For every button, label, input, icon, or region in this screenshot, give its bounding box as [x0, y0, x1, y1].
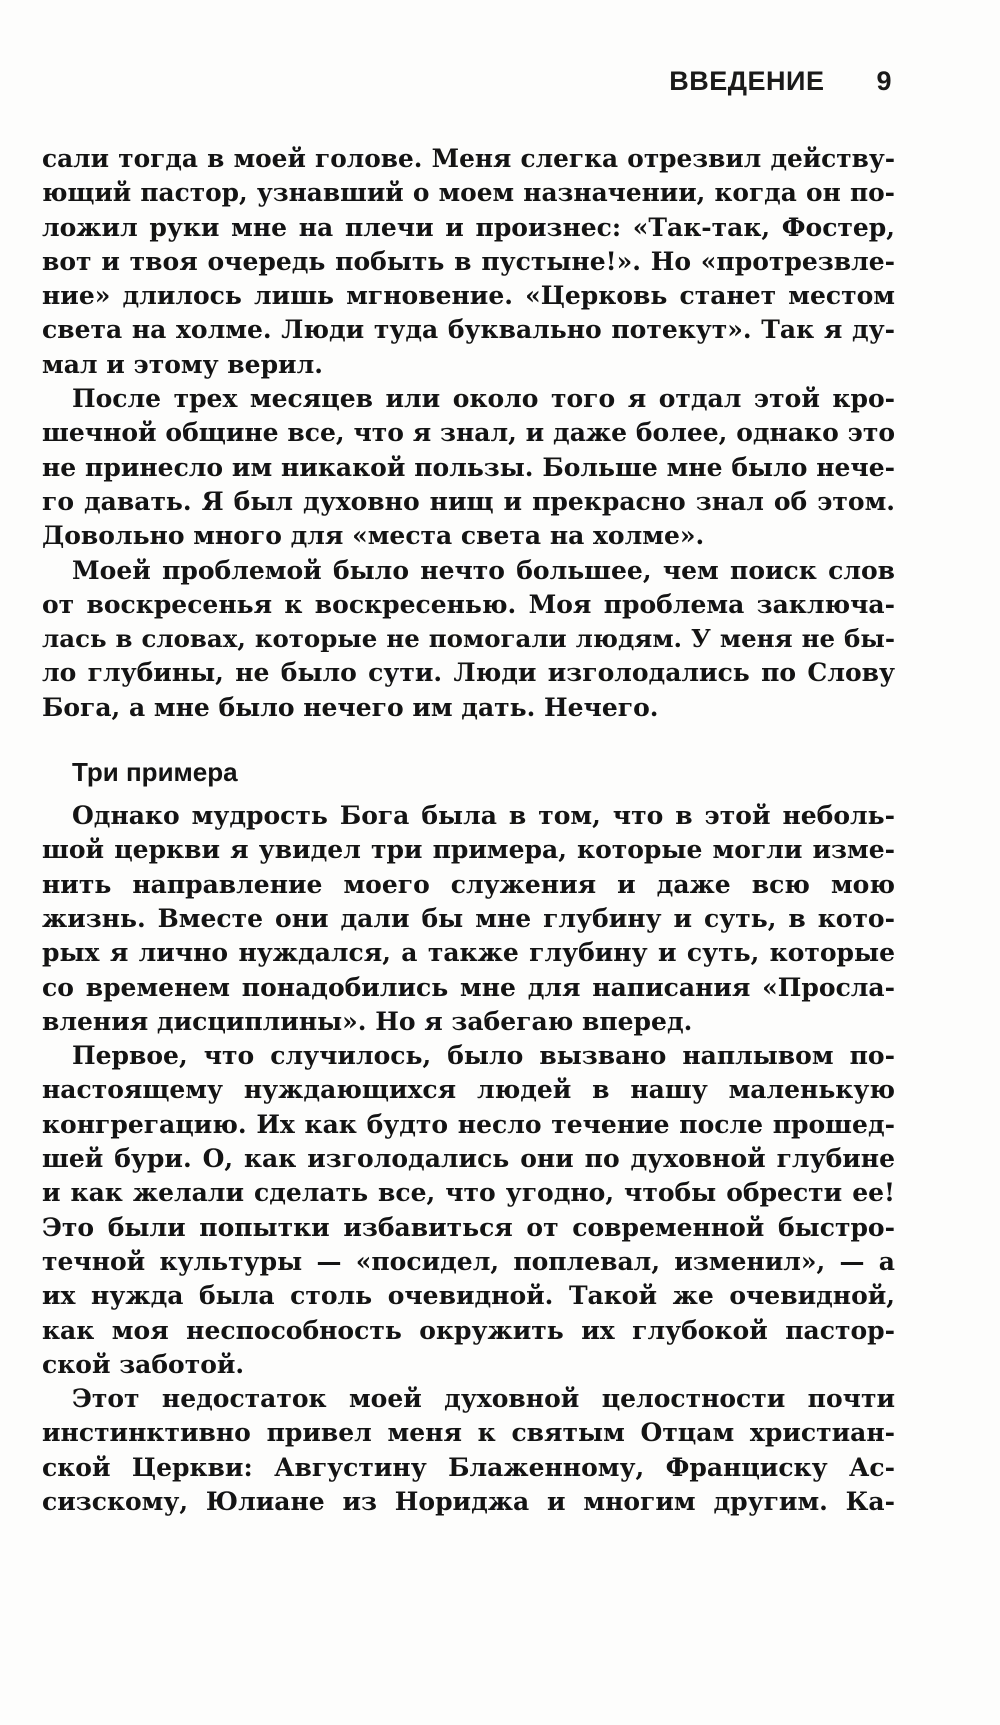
text-line: вот и твоя очередь побыть в пустыне!». Но «протрезвле-	[42, 246, 895, 276]
running-header	[669, 66, 892, 97]
text-line: света на холме. Люди туда буквально потекут». Так я ду-	[42, 315, 895, 345]
text-line: Бога, а мне было нечего им дать. Нечего.	[42, 692, 659, 722]
paragraph-4	[42, 799, 895, 1039]
text-line: лась в словах, которые не помогали людям. У меня не бы-	[42, 624, 895, 654]
text-line: конгрегацию. Их как будто несло течение после прошед-	[42, 1109, 895, 1139]
text-line: шечной общине все, что я знал, и даже более, однако это	[42, 418, 895, 448]
text-line: нить направление моего служения и даже всю мою	[42, 869, 895, 899]
paragraph-3	[42, 554, 895, 725]
paragraph-6	[42, 1382, 895, 1519]
body-text	[42, 142, 895, 1519]
text-line: ской заботой.	[42, 1349, 245, 1379]
section-spacer	[42, 725, 895, 755]
text-line: Это были попытки избавиться от современной быстро-	[42, 1212, 895, 1242]
text-line: их нужда была столь очевидной. Такой же очевидной,	[42, 1281, 895, 1311]
text-line: настоящему нуждающихся людей в нашу маленькую	[42, 1075, 895, 1105]
text-line: от воскресенья к воскресенью. Моя проблема заключа-	[42, 589, 895, 619]
text-line: вления дисциплины». Но я забегаю вперед.	[42, 1006, 693, 1036]
text-line: сали тогда в моей голове. Меня слегка отрезвил действу-	[42, 144, 895, 173]
paragraph-2	[42, 382, 895, 553]
text-line: инстинктивно привел меня к святым Отцам христиан-	[42, 1418, 895, 1448]
text-line: Первое, что случилось, было вызвано наплывом по-	[72, 1041, 895, 1071]
text-line: и как желали сделать все, что угодно, чтобы обрести ее!	[42, 1178, 895, 1208]
paragraph-5	[42, 1039, 895, 1382]
text-line: ющий пастор, узнавший о моем назначении, когда он по-	[42, 178, 895, 208]
text-line: Этот недостаток моей духовной целостности почти	[72, 1384, 895, 1414]
text-line: После трех месяцев или около того я отдал этой кро-	[72, 384, 895, 414]
paragraph-1	[42, 142, 895, 382]
text-line: со временем понадобились мне для написания «Просла-	[42, 972, 895, 1002]
page-number: 9	[876, 66, 892, 96]
text-line: рых я лично нуждался, а также глубину и суть, которые	[42, 938, 895, 968]
text-line: го давать. Я был духовно нищ и прекрасно знал об этом.	[42, 486, 895, 516]
text-line: ние» длилось лишь мгновение. «Церковь станет местом	[42, 281, 895, 311]
text-line: Однако мудрость Бога была в том, что в этой неболь-	[72, 801, 895, 831]
text-line: не принесло им никакой пользы. Больше мне было нече-	[42, 452, 895, 482]
text-line: течной культуры — «посидел, поплевал, изменил», — а	[42, 1246, 895, 1276]
text-line: Довольно много для «места света на холме».	[42, 521, 705, 551]
text-line: ло глубины, не было сути. Люди изголодались по Слову	[42, 658, 895, 688]
section-subheading: Три примера	[72, 757, 238, 788]
text-line: шой церкви я увидел три примера, которые могли изме-	[42, 835, 895, 865]
text-line: мал и этому верил.	[42, 349, 323, 379]
text-line: ложил руки мне на плечи и произнес: «Так-так, Фостер,	[42, 212, 895, 242]
text-line: ской Церкви: Августину Блаженному, Франциску Ас-	[42, 1452, 895, 1482]
text-line: жизнь. Вместе они дали бы мне глубину и суть, в кото-	[42, 903, 895, 933]
text-line: сизскому, Юлиане из Нориджа и многим другим. Ка-	[42, 1486, 895, 1516]
section-title: ВВЕДЕНИЕ	[669, 66, 825, 96]
text-line: шей бури. О, как изголодались они по духовной глубине	[42, 1144, 895, 1174]
text-line: как моя неспособность окружить их глубокой пастор-	[42, 1315, 895, 1345]
text-line: Моей проблемой было нечто большее, чем поиск слов	[72, 555, 895, 585]
